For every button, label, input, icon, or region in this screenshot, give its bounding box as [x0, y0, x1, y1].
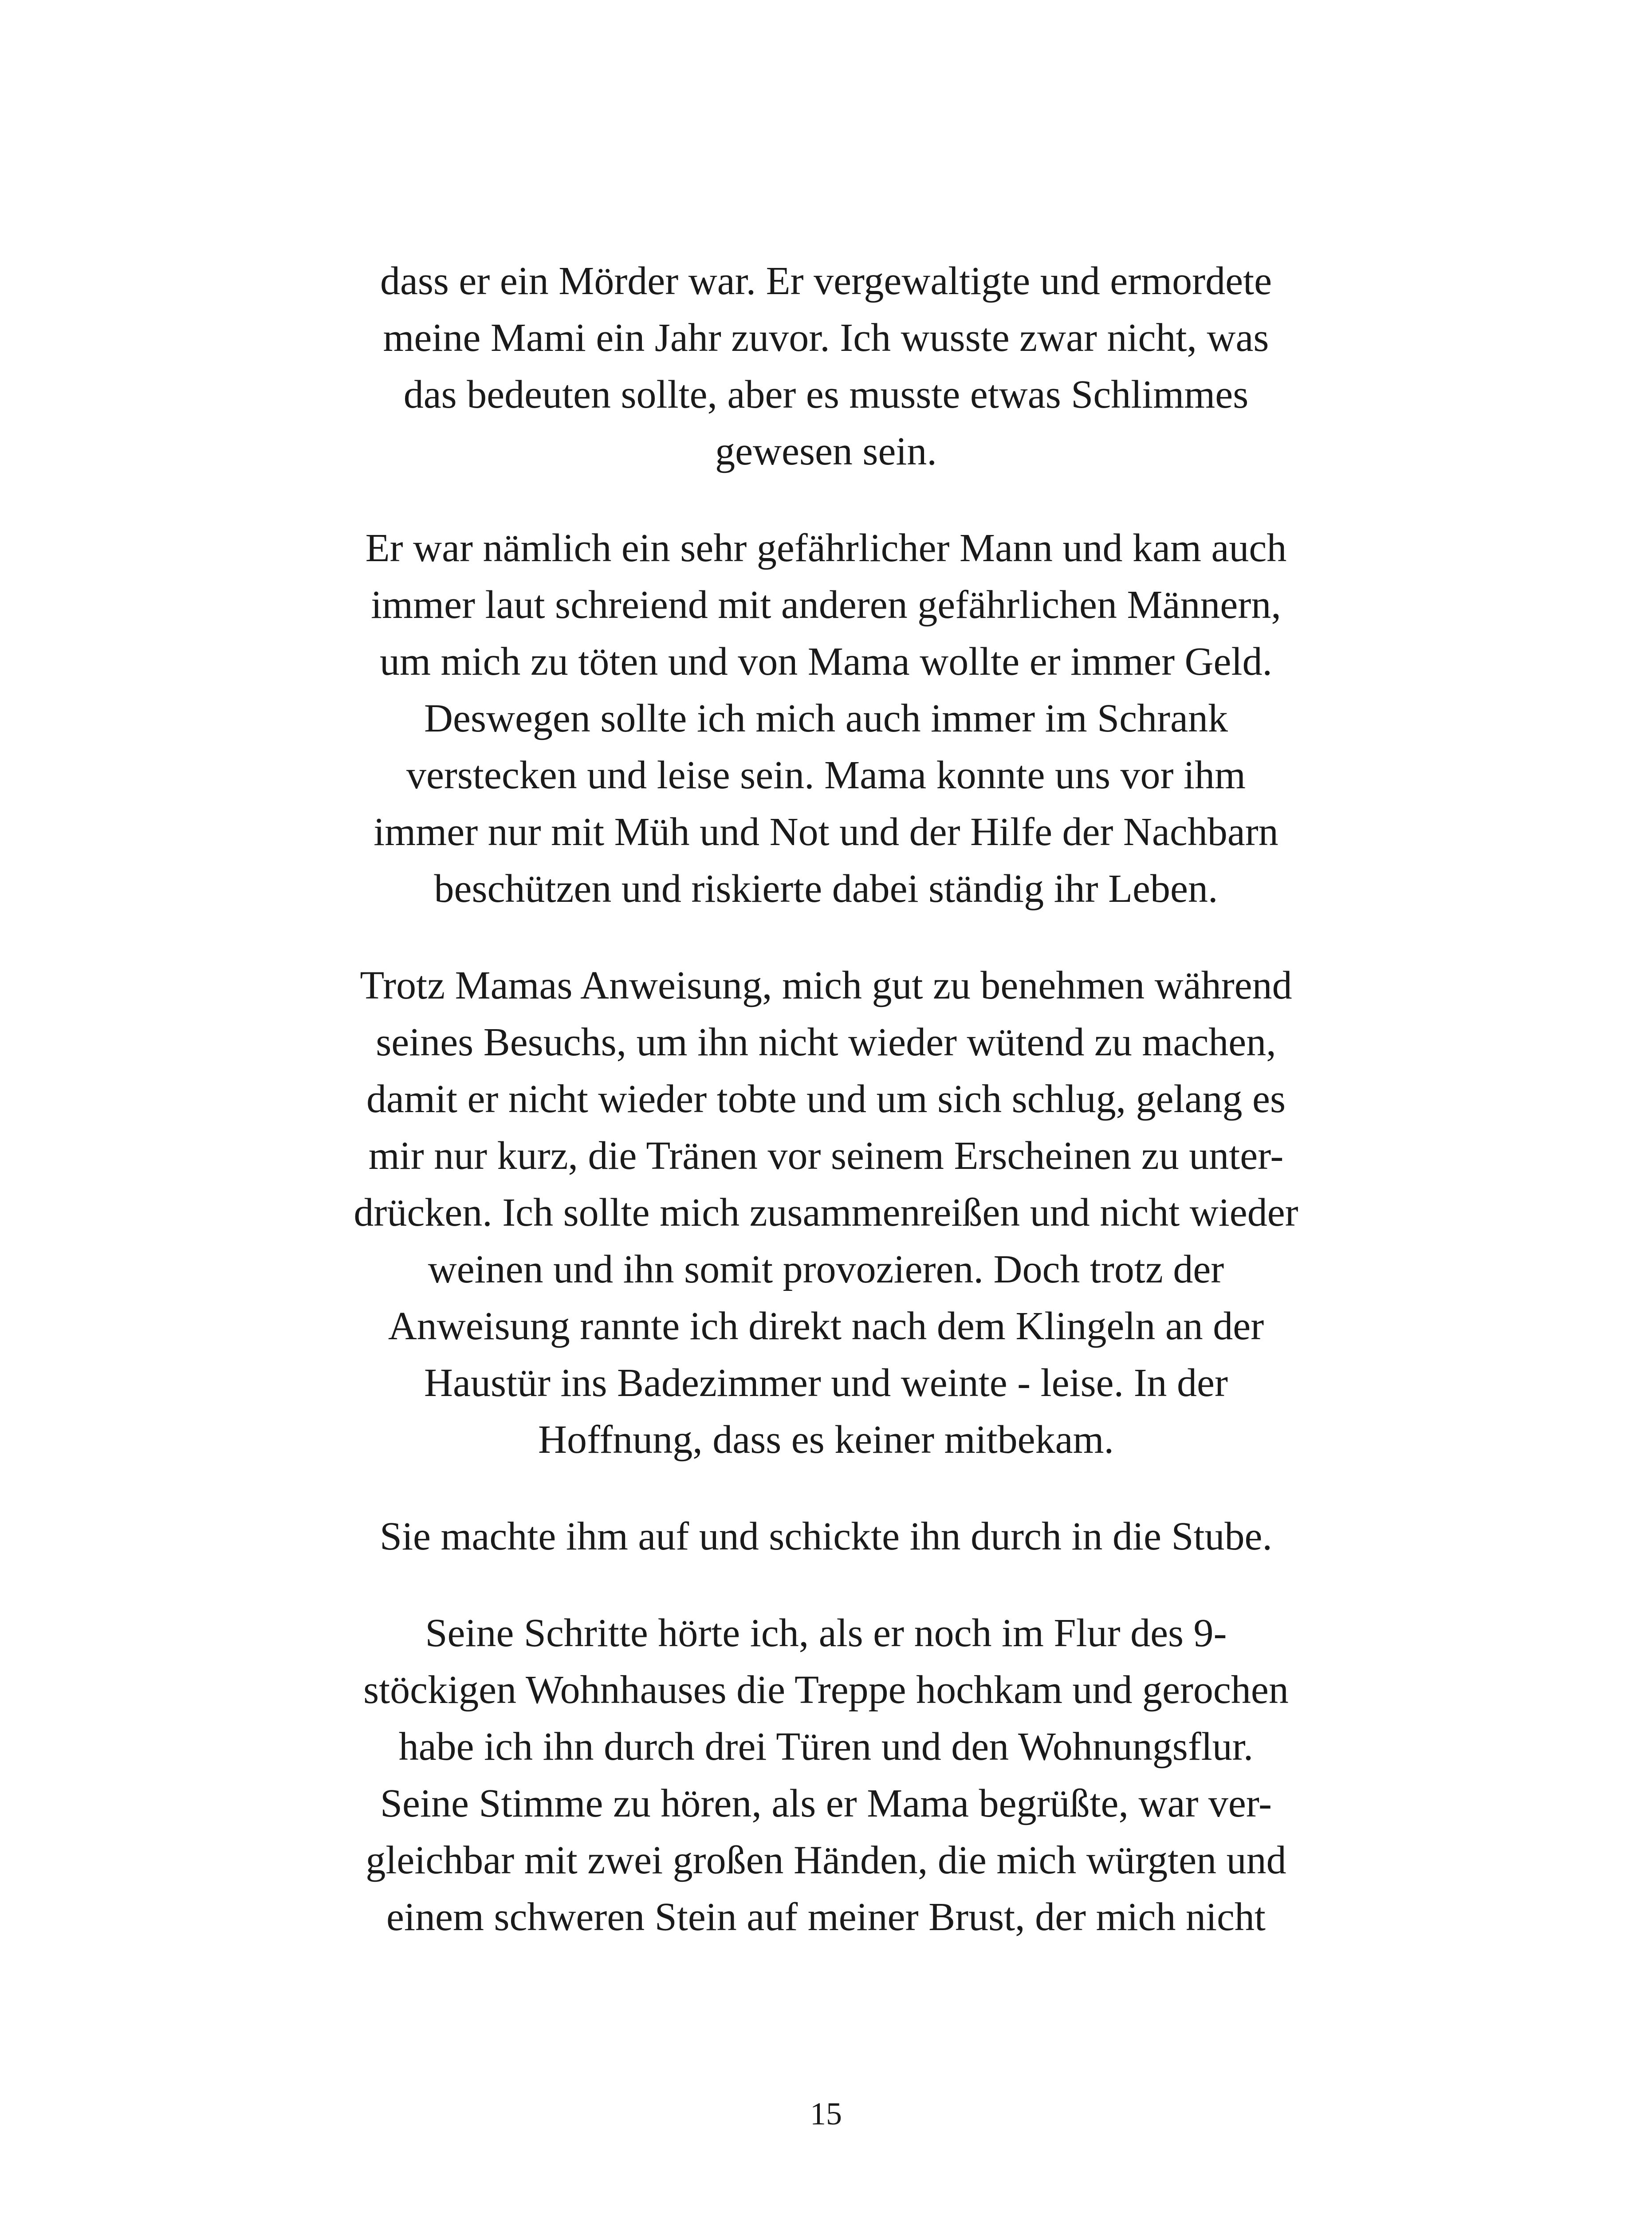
text-line: dass er ein Mörder war. Er vergewaltigte und ermordete: [380, 259, 1272, 303]
text-line: Haustür ins Badezimmer und weinte - leise. In der: [424, 1361, 1228, 1405]
text-line: um mich zu töten und von Mama wollte er immer Geld.: [379, 640, 1273, 684]
text-line: stöckigen Wohnhauses die Treppe hochkam und gerochen: [363, 1668, 1289, 1712]
text-line: drücken. Ich sollte mich zusammenreißen und nicht wieder: [354, 1191, 1298, 1235]
text-line: Sie machte ihm auf und schickte ihn durch in die Stube.: [379, 1514, 1273, 1558]
page-number: 15: [810, 2096, 842, 2131]
paragraph-5: [319, 1605, 1333, 1946]
text-line: Deswegen sollte ich mich auch immer im Schrank: [424, 696, 1228, 740]
text-line: Seine Schritte hörte ich, als er noch im Flur des 9-: [425, 1611, 1227, 1655]
text-line: gewesen sein.: [715, 429, 937, 473]
text-line: Anweisung rannte ich direkt nach dem Klingeln an der: [388, 1304, 1264, 1348]
paragraph-2: [319, 520, 1333, 917]
text-line: Er war nämlich ein sehr gefährlicher Mann und kam auch: [365, 526, 1287, 570]
text-line: gleichbar mit zwei großen Händen, die mich würgten und: [366, 1838, 1286, 1882]
text-line: verstecken und leise sein. Mama konnte uns vor ihm: [406, 753, 1246, 797]
text-line: meine Mami ein Jahr zuvor. Ich wusste zwar nicht, was: [383, 316, 1269, 360]
text-line: seines Besuchs, um ihn nicht wieder wütend zu machen,: [376, 1020, 1276, 1064]
text-line: Seine Stimme zu hören, als er Mama begrüßte, war ver-: [380, 1781, 1272, 1825]
text-line: das bedeuten sollte, aber es musste etwas Schlimmes: [403, 373, 1249, 417]
text-line: habe ich ihn durch drei Türen und den Wohnungsflur.: [398, 1725, 1254, 1769]
text-line: Trotz Mamas Anweisung, mich gut zu benehmen während: [360, 963, 1292, 1007]
paragraph-1: [319, 253, 1333, 480]
text-line: mir nur kurz, die Tränen vor seinem Erscheinen zu unter-: [368, 1134, 1284, 1178]
text-line: immer nur mit Müh und Not und der Hilfe der Nachbarn: [374, 810, 1278, 854]
page-body-text: [319, 253, 1333, 1986]
text-line: beschützen und riskierte dabei ständig ihr Leben.: [434, 867, 1218, 911]
text-line: immer laut schreiend mit anderen gefährlichen Männern,: [371, 583, 1281, 627]
text-line: weinen und ihn somit provozieren. Doch trotz der: [428, 1247, 1224, 1291]
text-line: einem schweren Stein auf meiner Brust, der mich nicht: [386, 1895, 1266, 1939]
paragraph-3: [319, 957, 1333, 1468]
text-line: Hoffnung, dass es keiner mitbekam.: [538, 1418, 1114, 1462]
paragraph-4: [319, 1508, 1333, 1565]
text-line: damit er nicht wieder tobte und um sich schlug, gelang es: [366, 1077, 1286, 1121]
